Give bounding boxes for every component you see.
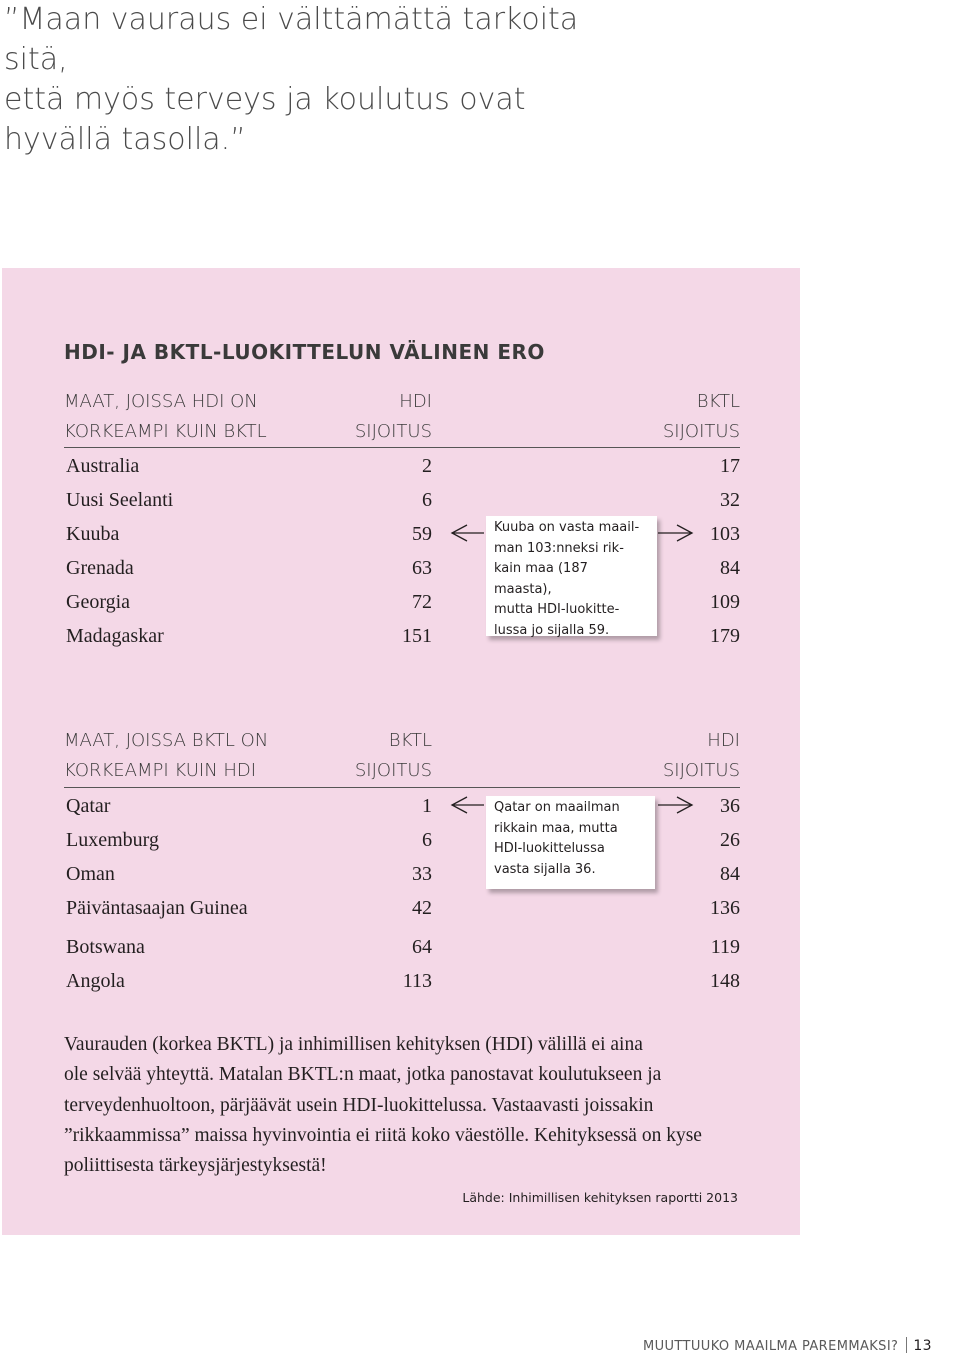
hdi-rank: 72: [412, 591, 432, 613]
page-number: 13: [913, 1338, 932, 1354]
callout-line: lussa jo sijalla 59.: [494, 622, 610, 638]
callout-line: man 103:nneksi rik-: [494, 540, 624, 556]
country-name: Qatar: [66, 795, 111, 817]
section2-col3-header: [663, 726, 740, 786]
text-line: ole selvää yhteyttä. Matalan BKTL:n maat, jotka panostavat koulutukseen ja: [64, 1064, 662, 1086]
country-name: Madagaskar: [66, 625, 164, 647]
hdi-rank: 2: [422, 455, 432, 477]
section2-col1-header: [64, 726, 268, 786]
country-name: Georgia: [66, 591, 131, 613]
bktl-rank: 113: [402, 970, 432, 992]
country-name: Luxemburg: [66, 829, 159, 851]
country-name: Kuuba: [66, 523, 120, 545]
text-line: Vaurauden (korkea BKTL) ja inhimillisen kehityksen (HDI) välillä ei aina: [64, 1034, 643, 1055]
callout-line: kain maa (187 maasta),: [494, 561, 588, 597]
header-line: SIJOITUS: [354, 760, 432, 781]
page-footer: [643, 1337, 932, 1354]
bktl-rank: 64: [412, 936, 432, 958]
header-line: MAAT, JOISSA HDI ON: [64, 391, 258, 412]
footer-label: MUUTTUUKO MAAILMA PAREMMAKSI?: [642, 1339, 899, 1354]
callout-box: [486, 796, 655, 889]
bktl-rank: 33: [412, 863, 432, 885]
footer-divider: [906, 1337, 907, 1353]
text-line: ”rikkaammissa” maissa hyvinvointia ei riitä koko väestölle. Kehityksessä on kyse: [64, 1124, 702, 1146]
hdi-rank: 148: [710, 970, 740, 992]
header-line: SIJOITUS: [662, 760, 740, 781]
callout-line: mutta HDI-luokitte-: [494, 602, 620, 617]
country-name: Grenada: [66, 557, 134, 579]
section1-col1-header: [64, 387, 267, 447]
country-name: Botswana: [66, 936, 145, 958]
hdi-rank: 36: [720, 795, 740, 817]
section2-col2-header: [355, 726, 432, 786]
callout-line: vasta sijalla 36.: [494, 861, 596, 877]
country-name: Angola: [66, 970, 125, 992]
bktl-rank: 1: [422, 795, 432, 817]
quote-line: hyvällä tasolla.”: [4, 122, 246, 157]
header-line: SIJOITUS: [354, 421, 432, 442]
header-line: HDI: [399, 391, 432, 412]
hdi-rank: 119: [710, 936, 740, 958]
callout-line: rikkain maa, mutta: [494, 820, 618, 836]
section1-divider: [64, 447, 740, 448]
hdi-rank: 59: [412, 523, 432, 545]
section1-col3-header: [663, 387, 740, 447]
hdi-rank: 151: [402, 625, 432, 647]
hdi-rank: 6: [422, 489, 432, 511]
bktl-rank: 109: [710, 591, 740, 613]
header-line: BKTL: [696, 391, 740, 412]
table-row: [64, 891, 740, 925]
section2-divider: [64, 787, 740, 788]
header-line: KORKEAMPI KUIN BKTL: [64, 421, 267, 442]
header-line: BKTL: [388, 730, 432, 751]
callout-box: [486, 516, 657, 636]
bktl-rank: 32: [720, 489, 740, 511]
bktl-rank: 179: [710, 625, 740, 647]
country-name: Oman: [66, 863, 115, 885]
source-note: Lähde: Inhimillisen kehityksen raportti 2013: [462, 1190, 738, 1205]
hdi-rank: 84: [720, 863, 740, 885]
table-row: [64, 930, 740, 964]
panel-title: HDI- JA BKTL-LUOKITTELUN VÄLINEN ERO: [64, 340, 545, 364]
explanation-text: [64, 1030, 744, 1181]
table-row: [64, 964, 740, 998]
section1-col2-header: [355, 387, 432, 447]
bktl-rank: 84: [720, 557, 740, 579]
text-line: terveydenhuoltoon, pärjäävät usein HDI-luokittelussa. Vastaavasti joissakin: [64, 1094, 654, 1116]
bktl-rank: 42: [412, 897, 432, 919]
country-name: Uusi Seelanti: [66, 489, 174, 511]
table-row: [64, 449, 740, 483]
country-name: Päiväntasaajan Guinea: [66, 897, 248, 919]
hdi-rank: 26: [720, 829, 740, 851]
header-line: KORKEAMPI KUIN HDI: [64, 760, 257, 781]
quote-line: että myös terveys ja koulutus ovat: [4, 82, 526, 117]
table-row: [64, 483, 740, 517]
text-line: poliittisesta tärkeysjärjestyksestä!: [64, 1155, 327, 1177]
bktl-rank: 6: [422, 829, 432, 851]
header-line: SIJOITUS: [662, 421, 740, 442]
header-line: HDI: [707, 730, 740, 751]
hdi-rank: 63: [412, 557, 432, 579]
bktl-rank: 17: [720, 455, 740, 477]
header-line: MAAT, JOISSA BKTL ON: [64, 730, 269, 751]
callout-line: Qatar on maailman: [494, 800, 620, 815]
quote-line: ”Maan vauraus ei välttämättä tarkoita sitä,: [4, 2, 579, 77]
country-name: Australia: [66, 455, 140, 477]
pull-quote: [4, 0, 604, 160]
callout-line: Kuuba on vasta maail-: [494, 520, 640, 535]
callout-line: HDI-luokittelussa: [494, 841, 605, 856]
bktl-rank: 103: [710, 523, 740, 545]
hdi-rank: 136: [710, 897, 740, 919]
